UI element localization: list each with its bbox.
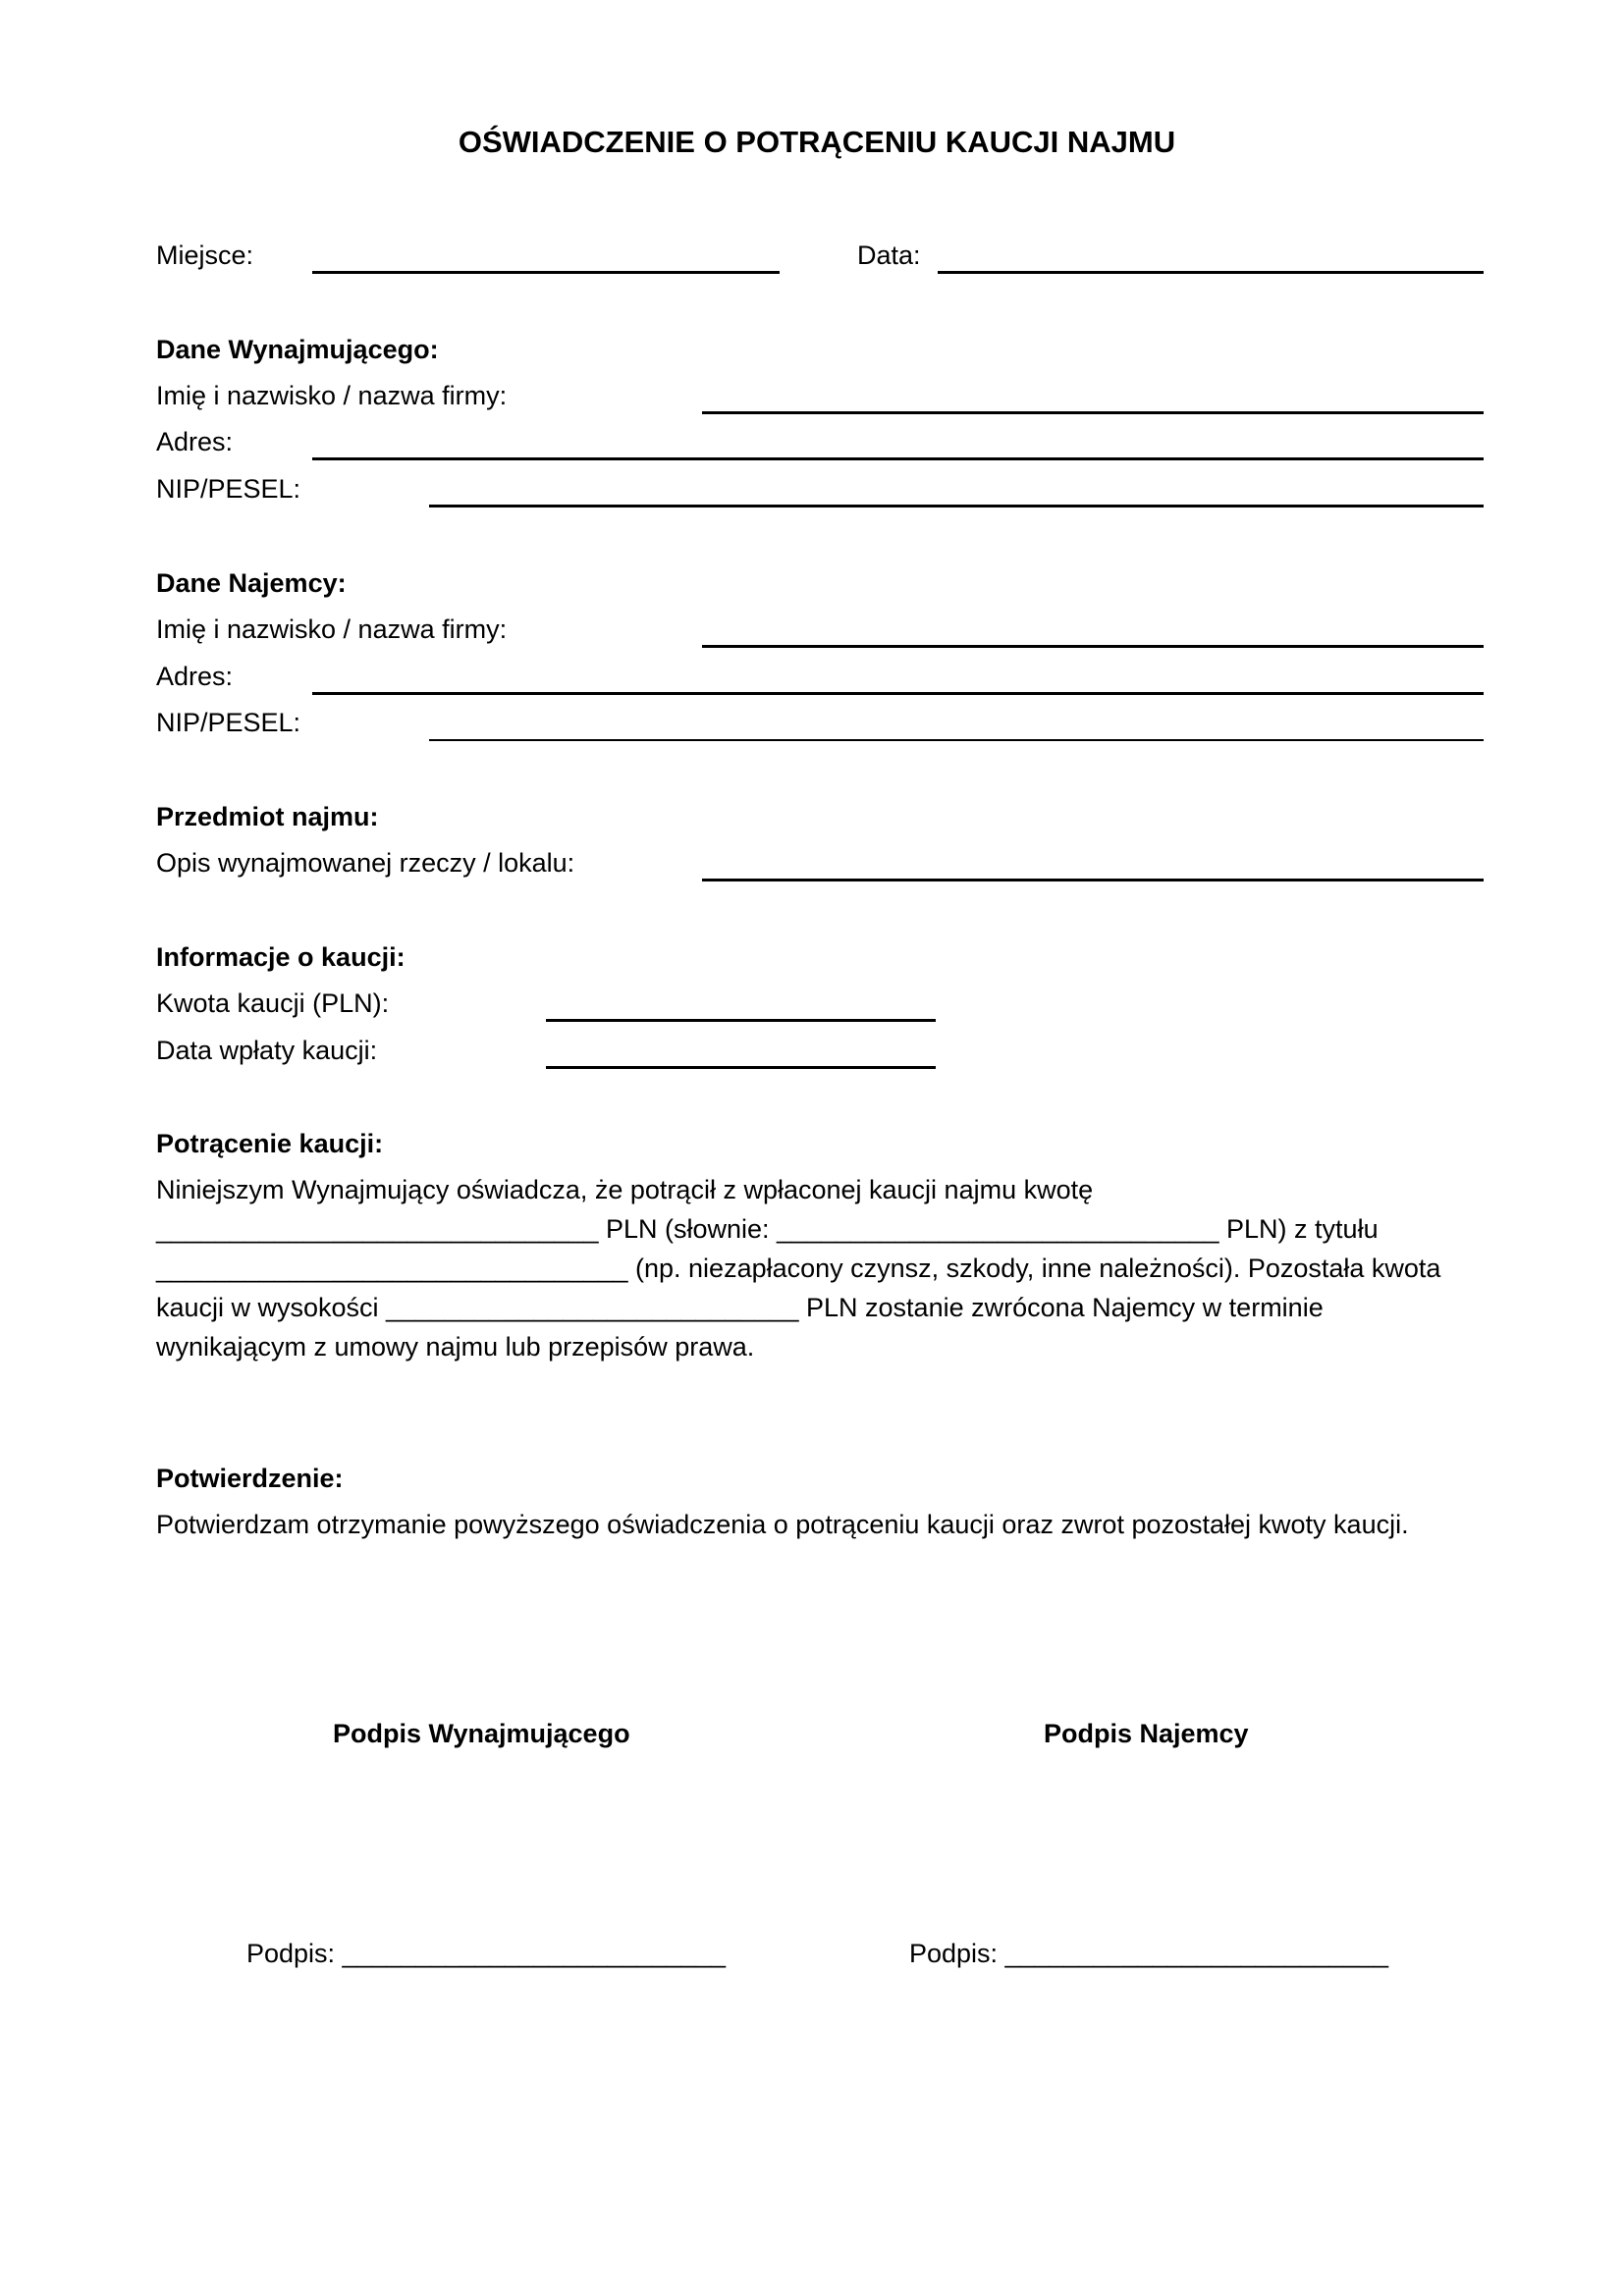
deduction-line-1: Niniejszym Wynajmujący oświadcza, że potrącił z wpłaconej kaucji najmu kwotę <box>156 1175 1094 1204</box>
confirmation-text: Potwierdzam otrzymanie powyższego oświadczenia o potrąceniu kaucji oraz zwrot pozostałej kwoty kaucji. <box>156 1510 1409 1539</box>
deposit-date-label: Data wpłaty kaucji: <box>156 1036 378 1065</box>
deduction-line-2: ______________________________ PLN (słownie: ______________________________ PLN) z tytułu <box>156 1214 1379 1244</box>
deduction-line-5: wynikającym z umowy najmu lub przepisów prawa. <box>156 1332 755 1362</box>
document-title: OŚWIADCZENIE O POTRĄCENIU KAUCJI NAJMU <box>458 125 1176 159</box>
landlord-heading: Dane Wynajmującego: <box>156 335 439 364</box>
tenant-name-label: Imię i nazwisko / nazwa firmy: <box>156 614 508 644</box>
tenant-signature-line[interactable]: Podpis: __________________________ <box>909 1939 1388 1968</box>
deposit-amount-label: Kwota kaucji (PLN): <box>156 988 390 1018</box>
tenant-signature-heading: Podpis Najemcy <box>1044 1719 1249 1748</box>
confirmation-heading: Potwierdzenie: <box>156 1464 344 1493</box>
date-field-line[interactable] <box>938 271 1484 274</box>
landlord-nip-label: NIP/PESEL: <box>156 474 301 504</box>
deduction-heading: Potrącenie kaucji: <box>156 1129 384 1158</box>
date-label: Data: <box>857 240 921 270</box>
subject-heading: Przedmiot najmu: <box>156 802 379 831</box>
deposit-amount-line[interactable] <box>546 1019 936 1022</box>
tenant-heading: Dane Najemcy: <box>156 568 347 598</box>
deduction-line-4: kaucji w wysokości ____________________________ PLN zostanie zwrócona Najemcy w terminie <box>156 1293 1324 1322</box>
subject-description-line[interactable] <box>702 879 1484 881</box>
landlord-address-label: Adres: <box>156 427 234 456</box>
subject-description-label: Opis wynajmowanej rzeczy / lokalu: <box>156 848 575 878</box>
tenant-address-line[interactable] <box>312 692 1484 695</box>
tenant-name-line[interactable] <box>702 645 1484 648</box>
landlord-name-label: Imię i nazwisko / nazwa firmy: <box>156 381 508 410</box>
landlord-signature-line[interactable]: Podpis: __________________________ <box>246 1939 726 1968</box>
tenant-nip-line[interactable] <box>429 739 1484 741</box>
deposit-heading: Informacje o kaucji: <box>156 942 406 972</box>
landlord-address-line[interactable] <box>312 457 1484 460</box>
place-field-line[interactable] <box>312 271 780 274</box>
landlord-signature-heading: Podpis Wynajmującego <box>333 1719 630 1748</box>
tenant-nip-label: NIP/PESEL: <box>156 708 301 737</box>
deduction-line-3: ________________________________ (np. niezapłacony czynsz, szkody, inne należności). Pozostała kwota <box>156 1254 1441 1283</box>
tenant-address-label: Adres: <box>156 662 234 691</box>
landlord-name-line[interactable] <box>702 411 1484 414</box>
deposit-date-line[interactable] <box>546 1066 936 1069</box>
place-label: Miejsce: <box>156 240 254 270</box>
landlord-nip-line[interactable] <box>429 505 1484 507</box>
